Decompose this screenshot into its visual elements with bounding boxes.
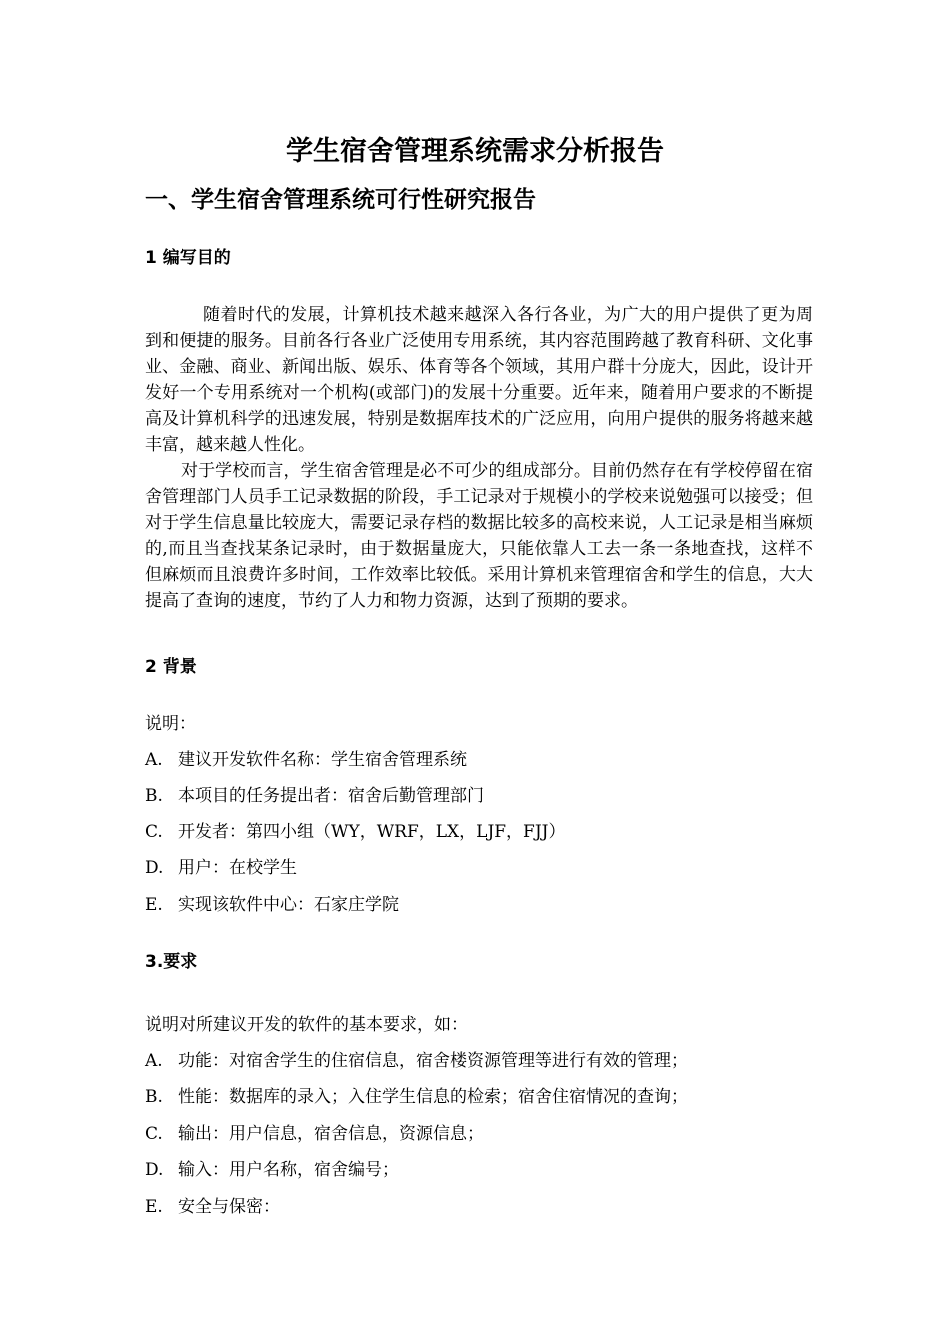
section-title: 一、学生宿舍管理系统可行性研究报告 (145, 187, 536, 213)
background-intro: 说明： (145, 714, 196, 734)
list-item (145, 893, 399, 917)
list-marker: E. (145, 895, 163, 915)
list-marker: B. (145, 1087, 163, 1107)
list-item (145, 748, 467, 772)
list-text: 用户：在校学生 (178, 858, 297, 878)
requirements-intro: 说明对所建议开发的软件的基本要求，如： (145, 1015, 468, 1035)
list-text: 输出：用户信息，宿舍信息，资源信息； (178, 1124, 484, 1144)
list-text: 输入：用户名称，宿舍编号； (178, 1160, 399, 1180)
list-text: 功能：对宿舍学生的住宿信息，宿舍楼资源管理等进行有效的管理； (178, 1051, 688, 1071)
list-item (145, 1085, 688, 1109)
list-marker: D. (145, 858, 164, 878)
list-marker: A. (145, 750, 163, 770)
list-marker: C. (145, 822, 163, 842)
purpose-heading: 1 编写目的 (145, 248, 231, 268)
list-item (145, 820, 565, 844)
list-marker: D. (145, 1160, 164, 1180)
list-text: 建议开发软件名称：学生宿舍管理系统 (178, 750, 467, 770)
list-item (145, 1195, 280, 1219)
list-marker: E. (145, 1197, 163, 1217)
list-item (145, 1049, 688, 1073)
purpose-paragraph-1: 随着时代的发展，计算机技术越来越深入各行各业，为广大的用户提供了更为周到和便捷的服务。目前各行各业广泛使用专用系统，其内容范围跨越了教育科研、文化事业、金融、商业、新闻出版、娱乐、体育等各个领域，其用户群十分庞大，因此，设计开发好一个专用系统对一个机构(或部门)的发展十分重要。近年来，随着用户要求的不断提高及计算机科学的迅速发展，特别是数据库技术的广泛应用，向用户提供的服务将越来越丰富，越来越人性化。 (145, 305, 813, 455)
list-item (145, 856, 297, 880)
list-item (145, 1122, 484, 1146)
purpose-paragraph-2: 对于学校而言，学生宿舍管理是必不可少的组成部分。目前仍然存在有学校停留在宿舍管理部门人员手工记录数据的阶段，手工记录对于规模小的学校来说勉强可以接受；但对于学生信息量比较庞大，需要记录存档的数据比较多的高校来说，人工记录是相当麻烦的,而且当查找某条记录时，由于数据量庞大，只能依靠人工去一条一条地查找，这样不但麻烦而且浪费许多时间，工作效率比较低。采用计算机来管理宿舍和学生的信息，大大提高了查询的速度，节约了人力和物力资源，达到了预期的要求。 (145, 461, 813, 611)
list-text: 实现该软件中心：石家庄学院 (178, 895, 399, 915)
list-marker: B. (145, 786, 163, 806)
list-text: 本项目的任务提出者：宿舍后勤管理部门 (178, 786, 484, 806)
document-title: 学生宿舍管理系统需求分析报告 (286, 136, 664, 167)
list-marker: A. (145, 1051, 163, 1071)
list-item (145, 784, 484, 808)
background-heading: 2 背景 (145, 657, 197, 677)
list-item (145, 1158, 399, 1182)
list-marker: C. (145, 1124, 163, 1144)
requirements-heading: 3.要求 (145, 952, 198, 972)
list-text: 性能：数据库的录入；入住学生信息的检索；宿舍住宿情况的查询； (178, 1087, 688, 1107)
list-text: 安全与保密： (178, 1197, 280, 1217)
list-text: 开发者：第四小组（WY，WRF，LX，LJF，FJJ） (178, 822, 566, 842)
